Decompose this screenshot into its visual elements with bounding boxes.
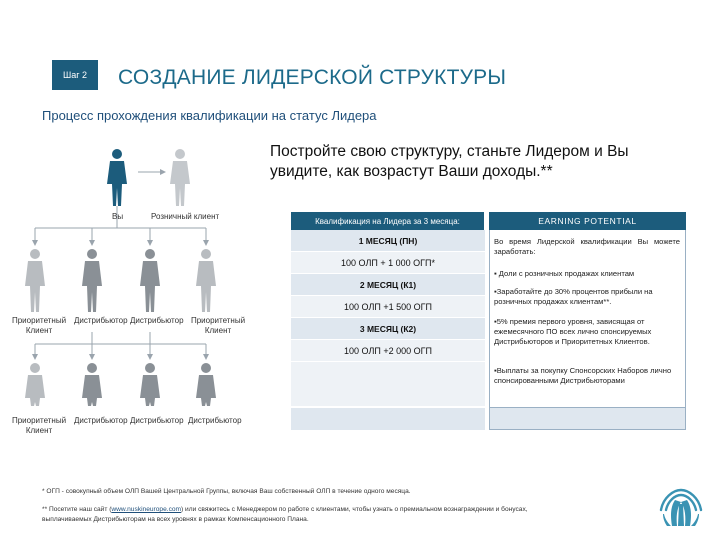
retail-client-figure-icon <box>170 149 190 206</box>
company-logo-icon <box>655 484 707 530</box>
month-1-cell: 1 МЕСЯЦ (ПН) <box>291 230 485 252</box>
earning-header: EARNING POTENTIAL <box>489 212 686 230</box>
structure-connectors <box>0 140 270 440</box>
page-title: СОЗДАНИЕ ЛИДЕРСКОЙ СТРУКТУРЫ <box>118 66 507 89</box>
tree-l2-label: Дистрибьютор <box>188 416 242 425</box>
qualification-header: Квалификация на Лидера за 3 месяца: <box>291 212 485 230</box>
page-subtitle: Процесс прохождения квалификации на статус Лидера <box>42 108 377 123</box>
footnote-ogp: * ОГП - совокупный объем ОЛП Вашей Центральной Группы, включая Ваш собственный ОЛП в течение одного месяца. <box>42 488 411 495</box>
month-3-cell: 3 МЕСЯЦ (К2) <box>291 318 485 340</box>
tree-l1-label: Дистрибьютор <box>74 316 128 325</box>
structure-diagram <box>0 140 270 440</box>
earning-column <box>489 212 686 430</box>
you-label: Вы <box>112 212 124 221</box>
level1-figures-icon <box>25 249 216 312</box>
footnote-website-post: ) или свяжитесь с Менеджером по работе с клиентами, чтобы узнать о премиальном вознаграждении и бонусах, <box>181 506 528 513</box>
earning-item: ▪5% премия первого уровня, зависящая от ежемесячного ПО всех лично спонсируемых Дистрибьюторов и Приоритетных Клиентов. <box>494 317 652 347</box>
tree-l2-label: Дистрибьютор <box>130 416 184 425</box>
month-3-value: 100 ОЛП +2 000 ОГП <box>291 340 485 362</box>
qualification-column <box>291 212 485 430</box>
level2-figures-icon <box>25 363 216 406</box>
earning-intro: Во время Лидерской квалификации Вы можете заработать: <box>494 237 680 257</box>
footnote-website <box>42 506 528 513</box>
month-2-value: 100 ОЛП +1 500 ОГП <box>291 296 485 318</box>
you-figure-icon <box>107 149 127 206</box>
earning-item: ▪ Доли с розничных продажах клиентам <box>494 269 635 278</box>
empty-cell <box>291 362 485 406</box>
table-footer-right <box>490 407 685 429</box>
tree-l1-label: Дистрибьютор <box>130 316 184 325</box>
footnote-compensation: выплачиваемых Дистрибьюторам на всех уровнях в рамках Компенсационного Плана. <box>42 516 309 523</box>
earning-item: ▪Заработайте до 30% процентов прибыли на розничных продажах клиентам**. <box>494 287 653 307</box>
month-2-cell: 2 МЕСЯЦ (К1) <box>291 274 485 296</box>
headline-text: Постройте свою структуру, станьте Лидером и Вы увидите, как возрастут Ваши доходы.** <box>270 143 629 180</box>
tree-l2-label: Приоритетный Клиент <box>11 416 67 435</box>
step-badge: Шаг 2 <box>52 60 98 90</box>
retail-client-label: Розничный клиент <box>151 212 220 221</box>
month-1-value: 100 ОЛП + 1 000 ОГП* <box>291 252 485 274</box>
table-footer-left <box>291 408 485 430</box>
tree-l1-label: Приоритетный Клиент <box>190 316 246 335</box>
earning-item: ▪Выплаты за покупку Спонсорских Наборов лично спонсированными Дистрибьюторами <box>494 366 672 386</box>
footnote-website-pre: ** Посетите наш сайт ( <box>42 506 112 513</box>
qualification-table <box>291 212 686 430</box>
website-link[interactable]: www.nuskineurope.com <box>111 506 182 513</box>
tree-l2-label: Дистрибьютор <box>74 416 128 425</box>
tree-l1-label: Приоритетный Клиент <box>11 316 67 335</box>
